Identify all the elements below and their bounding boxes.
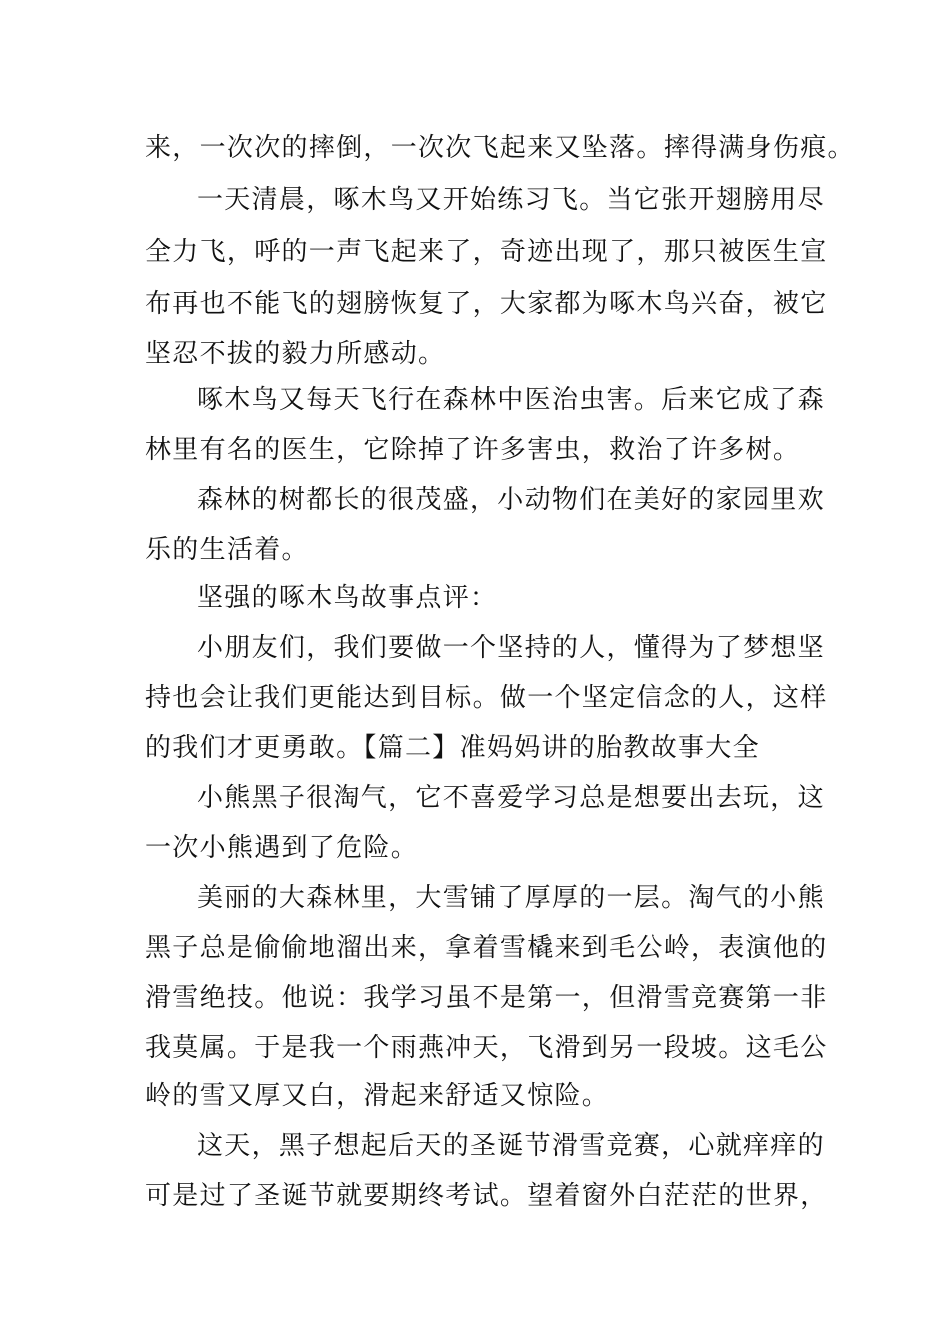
text-line: 坚强的啄木鸟故事点评： — [197, 583, 498, 613]
text-line: 乐的生活着。 — [145, 535, 309, 565]
text-line: 森林的树都长的很茂盛，小动物们在美好的家园里欢 — [197, 485, 825, 515]
text-line: 一天清晨，啄木鸟又开始练习飞。当它张开翅膀用尽 — [197, 185, 825, 215]
text-line: 美丽的大森林里，大雪铺了厚厚的一层。淘气的小熊 — [197, 883, 825, 913]
text-line: 小熊黑子很淘气，它不喜爱学习总是想要出去玩，这 — [197, 783, 825, 813]
text-line: 岭的雪又厚又白，滑起来舒适又惊险。 — [145, 1081, 610, 1111]
text-line: 坚忍不拔的毅力所感动。 — [145, 339, 446, 369]
text-line: 黑子总是偷偷地溜出来，拿着雪橇来到毛公岭，表演他的 — [145, 933, 828, 963]
text-line: 布再也不能飞的翅膀恢复了，大家都为啄木鸟兴奋，被它 — [145, 289, 828, 319]
text-line: 来，一次次的摔倒，一次次飞起来又坠落。摔得满身伤痕。 — [145, 133, 855, 163]
text-line: 这天，黑子想起后天的圣诞节滑雪竞赛，心就痒痒的 — [197, 1131, 825, 1161]
text-line: 持也会让我们更能达到目标。做一个坚定信念的人，这样 — [145, 683, 828, 713]
text-line: 的我们才更勇敢。【篇二】准妈妈讲的胎教故事大全 — [145, 733, 760, 763]
text-line: 林里有名的医生，它除掉了许多害虫，救治了许多树。 — [145, 435, 801, 465]
text-line: 可是过了圣诞节就要期终考试。望着窗外白茫茫的世界， — [145, 1181, 828, 1211]
text-line: 滑雪绝技。他说：我学习虽不是第一，但滑雪竞赛第一非 — [145, 983, 828, 1013]
text-line: 一次小熊遇到了危险。 — [145, 833, 419, 863]
text-line: 小朋友们，我们要做一个坚持的人，懂得为了梦想坚 — [197, 633, 825, 663]
text-line: 我莫属。于是我一个雨燕冲天，飞滑到另一段坡。这毛公 — [145, 1033, 828, 1063]
text-line: 全力飞，呼的一声飞起来了，奇迹出现了，那只被医生宣 — [145, 237, 828, 267]
text-line: 啄木鸟又每天飞行在森林中医治虫害。后来它成了森 — [197, 385, 825, 415]
